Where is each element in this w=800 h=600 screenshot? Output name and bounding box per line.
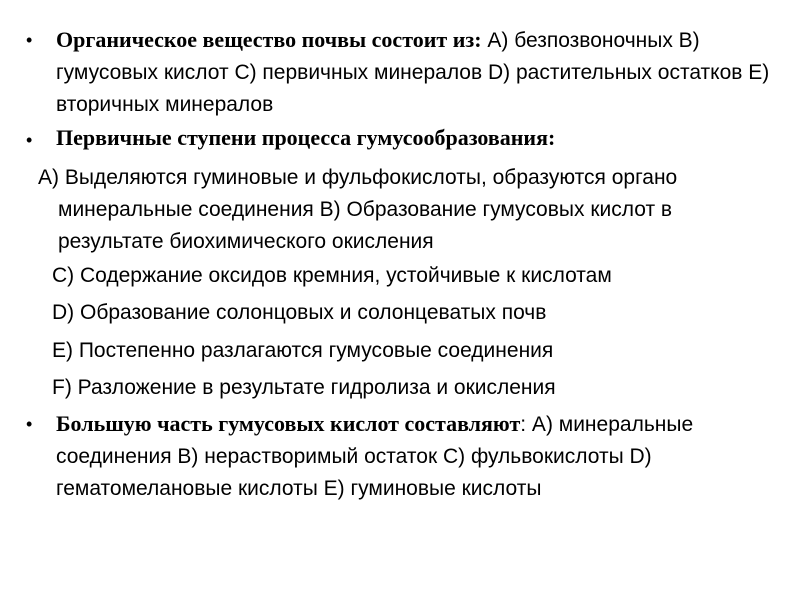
option-e: Е) Постепенно разлагаются гумусовые соединения	[52, 339, 554, 362]
question-1-title: Органическое вещество почвы состоит из:	[56, 27, 482, 52]
question-3-title: Большую часть гумусовых кислот составляют	[56, 411, 521, 436]
option-f: F) Разложение в результате гидролиза и окисления	[52, 376, 556, 399]
option-c: С) Содержание оксидов кремния, устойчивые к кислотам	[52, 264, 612, 287]
question-1	[56, 24, 776, 121]
option-d: D) Образование солонцовых и солонцеватых почв	[52, 301, 547, 324]
bullet-marker: •	[26, 30, 33, 50]
bullet-marker: •	[26, 130, 33, 150]
option-a-b-text: А) Выделяются гуминовые и фульфокислоты, образуются органо минеральные соединения В) Образование гумусовых кислот в результате биохимического окисления	[38, 166, 678, 253]
question-3	[56, 408, 736, 505]
question-3-options: : А) минеральные соединения В) нерастворимый остаток С) фульвокислоты D) гематомелановые кислоты Е) гуминовые кислоты	[56, 413, 694, 500]
question-2-title: Первичные ступени процесса гумусообразования:	[56, 125, 556, 150]
question-2	[56, 122, 776, 155]
bullet-marker: •	[26, 414, 33, 434]
option-a-b	[38, 162, 778, 258]
question-1-options: А) безпозвоночных В) гумусовых кислот С) первичных минералов D) растительных остатков Е) вторичных минералов	[56, 29, 770, 116]
